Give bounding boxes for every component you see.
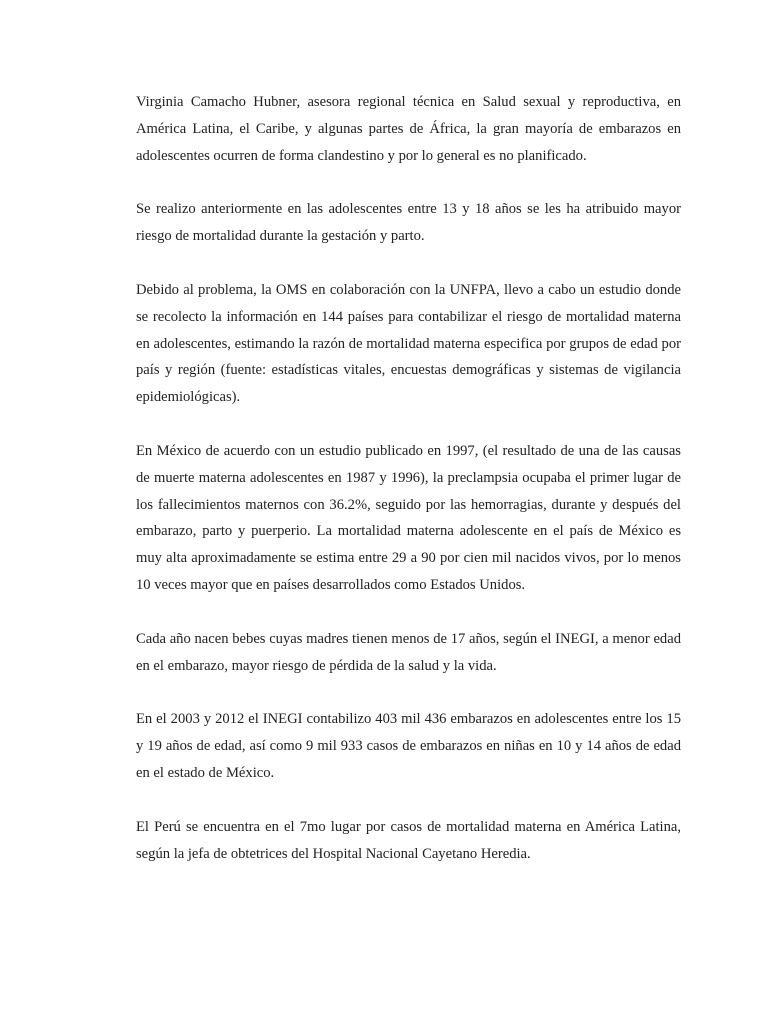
paragraph-inegi-edad: Cada año nacen bebes cuyas madres tienen menos de 17 años, según el INEGI, a menor edad en el embarazo, mayor riesgo de pérdida de la salud y la vida. [136, 630, 681, 674]
paragraph-peru-mortalidad: El Perú se encuentra en el 7mo lugar por casos de mortalidad materna en América Latina, según la jefa de obtetrices del Hospital Nacional Cayetano Heredia. [136, 818, 681, 862]
paragraph-virginia-camacho: Virginia Camacho Hubner, asesora regional técnica en Salud sexual y reproductiva, en América Latina, el Caribe, y algunas partes de África, la gran mayoría de embarazos en adolescentes ocurren de forma clandestino y por lo general es no planificado. [136, 94, 681, 164]
paragraph-oms-unfpa-estudio: Debido al problema, la OMS en colaboración con la UNFPA, llevo a cabo un estudio donde se recolecto la información en 144 países para contabilizar el riesgo de mortalidad materna en adolescentes, estimando la razón de mortalidad materna especifica por grupos de edad por país y región (fuente: estadísticas vitales, encuestas demográficas y sistemas de vigilancia epidemiológicas). [136, 281, 681, 406]
paragraph-riesgo-adolescentes: Se realizo anteriormente en las adolescentes entre 13 y 18 años se les ha atribuido mayor riesgo de mortalidad durante la gestación y parto. [136, 201, 681, 245]
paragraph-mexico-preclampsia: En México de acuerdo con un estudio publicado en 1997, (el resultado de una de las causas de muerte materna adolescentes en 1987 y 1996), la preclampsia ocupaba el primer lugar de los fallecimientos maternos con 36.2%, seguido por las hemorragias, durante y después del embarazo, parto y puerperio. La mortalidad materna adolescente en el país de México es muy alta aproximadamente se estima entre 29 a 90 por cien mil nacidos vivos, por lo menos 10 veces mayor que en países desarrollados como Estados Unidos. [136, 442, 681, 593]
paragraph-inegi-2003-2012: En el 2003 y 2012 el INEGI contabilizo 403 mil 436 embarazos en adolescentes entre los 15 y 19 años de edad, así como 9 mil 933 casos de embarazos en niñas en 10 y 14 años de edad en el estado de México. [136, 711, 681, 781]
